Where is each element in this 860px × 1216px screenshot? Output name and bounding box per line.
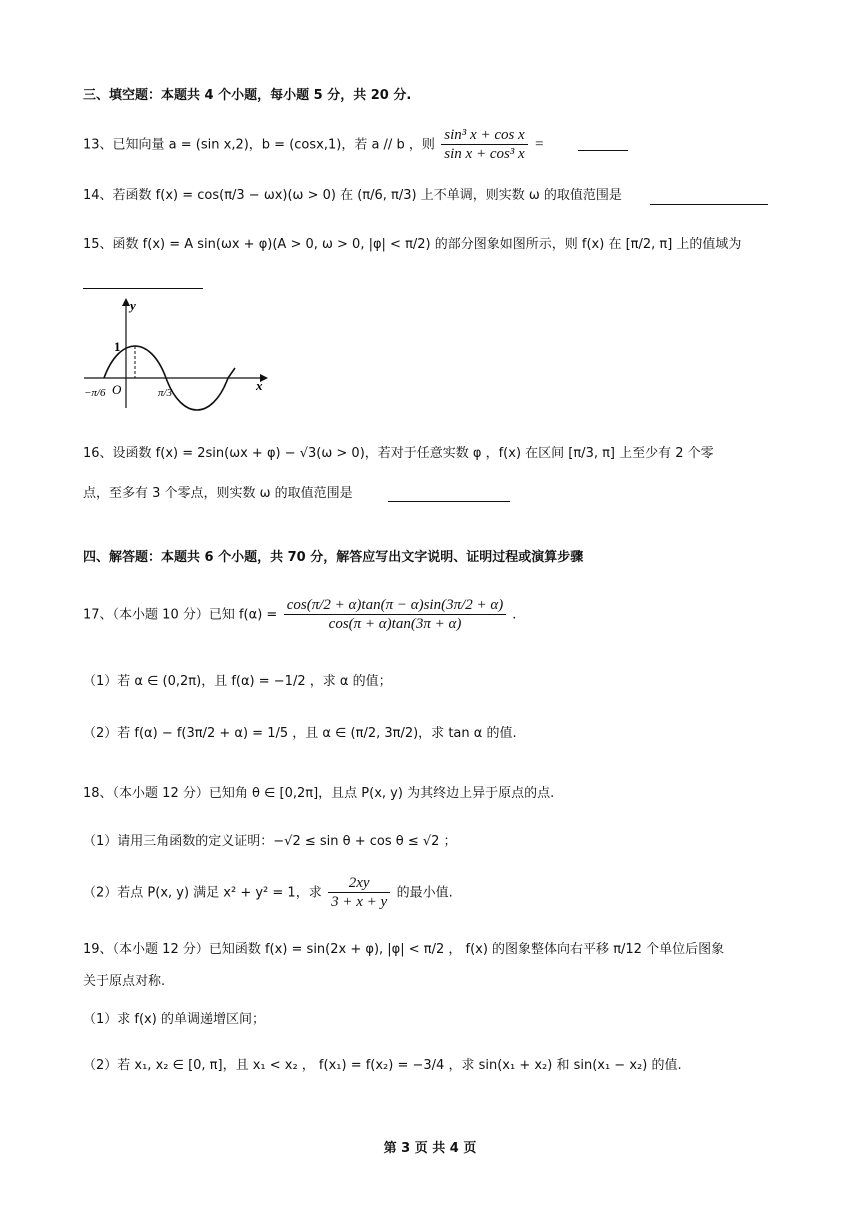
left-root-label: −π/6 — [84, 387, 106, 399]
q15-answer-blank[interactable] — [83, 288, 203, 289]
question-16-line2: 点，至多有 3 个零点，则实数 ω 的取值范围是 — [83, 486, 353, 501]
sine-graph — [80, 296, 270, 416]
q17-suffix: . — [512, 606, 517, 623]
q16-answer-blank[interactable] — [388, 501, 510, 502]
q17-part1: （1）若 α ∈ (0,2π)，且 f(α) = −1/2 ，求 α 的值； — [83, 674, 392, 689]
q18-part1: （1）请用三角函数的定义证明：−√2 ≤ sin θ + cos θ ≤ √2 ； — [83, 834, 457, 849]
section4-header: 四、解答题：本题共 6 个小题，共 70 分，解答应写出文字说明、证明过程或演算步骤 — [83, 550, 584, 565]
question-19-line1: 19、（本小题 12 分）已知函数 f(x) = sin(2x + φ), |φ| < π/2 ， f(x) 的图象整体向右平移 π/12 个单位后图象 — [83, 942, 725, 957]
q17-part2: （2）若 f(α) − f(3π/2 + α) = 1/5 ，且 α ∈ (π/2, 3π/2)，求 tan α 的值. — [83, 726, 517, 741]
q18-frac-numerator: 2xy — [328, 874, 390, 893]
peak-value-label: 1 — [114, 339, 121, 354]
q13-suffix: = — [534, 136, 545, 153]
question-17 — [83, 596, 516, 633]
question-18-stem: 18、（本小题 12 分）已知角 θ ∈ [0,2π]，且点 P(x, y) 为其终边上异于原点的点. — [83, 786, 555, 801]
q18-part2-suffix: 的最小值. — [396, 885, 453, 901]
question-14: 14、若函数 f(x) = cos(π/3 − ωx)(ω > 0) 在 (π/6, π/3) 上不单调，则实数 ω 的取值范围是 — [83, 188, 622, 203]
q18-fraction — [328, 874, 390, 911]
q19-part1: （1）求 f(x) 的单调递增区间； — [83, 1012, 265, 1027]
page-footer: 第 3 页 共 4 页 — [383, 1141, 477, 1156]
question-13 — [83, 126, 544, 163]
q13-fraction — [441, 126, 527, 163]
question-19-line2: 关于原点对称. — [83, 974, 166, 989]
y-axis-label: y — [130, 298, 136, 313]
q17-prefix: 17、（本小题 10 分）已知 f(α) = — [83, 607, 278, 623]
y-axis-arrow-icon — [122, 298, 130, 306]
q19-part2: （2）若 x₁, x₂ ∈ [0, π]，且 x₁ < x₂ ， f(x₁) = f(x₂) = −3/4 ，求 sin(x₁ + x₂) 和 sin(x₁ − x₂) 的值. — [83, 1058, 682, 1073]
q13-frac-denominator: sin x + cos³ x — [444, 146, 525, 162]
question-15: 15、函数 f(x) = A sin(ωx + φ)(A > 0, ω > 0, |φ| < π/2) 的部分图象如图所示，则 f(x) 在 [π/2, π] 上的值域为 — [83, 237, 742, 252]
q17-frac-numerator: cos(π/2 + α)tan(π − α)sin(3π/2 + α) — [284, 596, 507, 615]
section3-header: 三、填空题：本题共 4 个小题，每小题 5 分，共 20 分. — [83, 88, 412, 103]
right-root-label: π/3 — [158, 387, 173, 399]
q18-frac-denominator: 3 + x + y — [331, 894, 388, 910]
q14-answer-blank[interactable] — [650, 204, 768, 205]
question-16-line1: 16、设函数 f(x) = 2sin(ωx + φ) − √3(ω > 0)，若对于任意实数 φ ，f(x) 在区间 [π/3, π] 上至少有 2 个零 — [83, 446, 714, 461]
origin-label: O — [112, 382, 122, 397]
q13-frac-numerator: sin³ x + cos x — [441, 126, 527, 145]
x-axis-label: x — [256, 378, 263, 393]
q13-answer-blank[interactable] — [578, 150, 628, 151]
q18-part2 — [83, 874, 453, 911]
q17-fraction — [284, 596, 507, 633]
q17-frac-denominator: cos(π + α)tan(3π + α) — [328, 616, 462, 632]
q13-prefix: 13、已知向量 a = (sin x,2)，b = (cosx,1)，若 a // b ，则 — [83, 137, 435, 153]
q18-part2-prefix: （2）若点 P(x, y) 满足 x² + y² = 1，求 — [83, 885, 322, 901]
